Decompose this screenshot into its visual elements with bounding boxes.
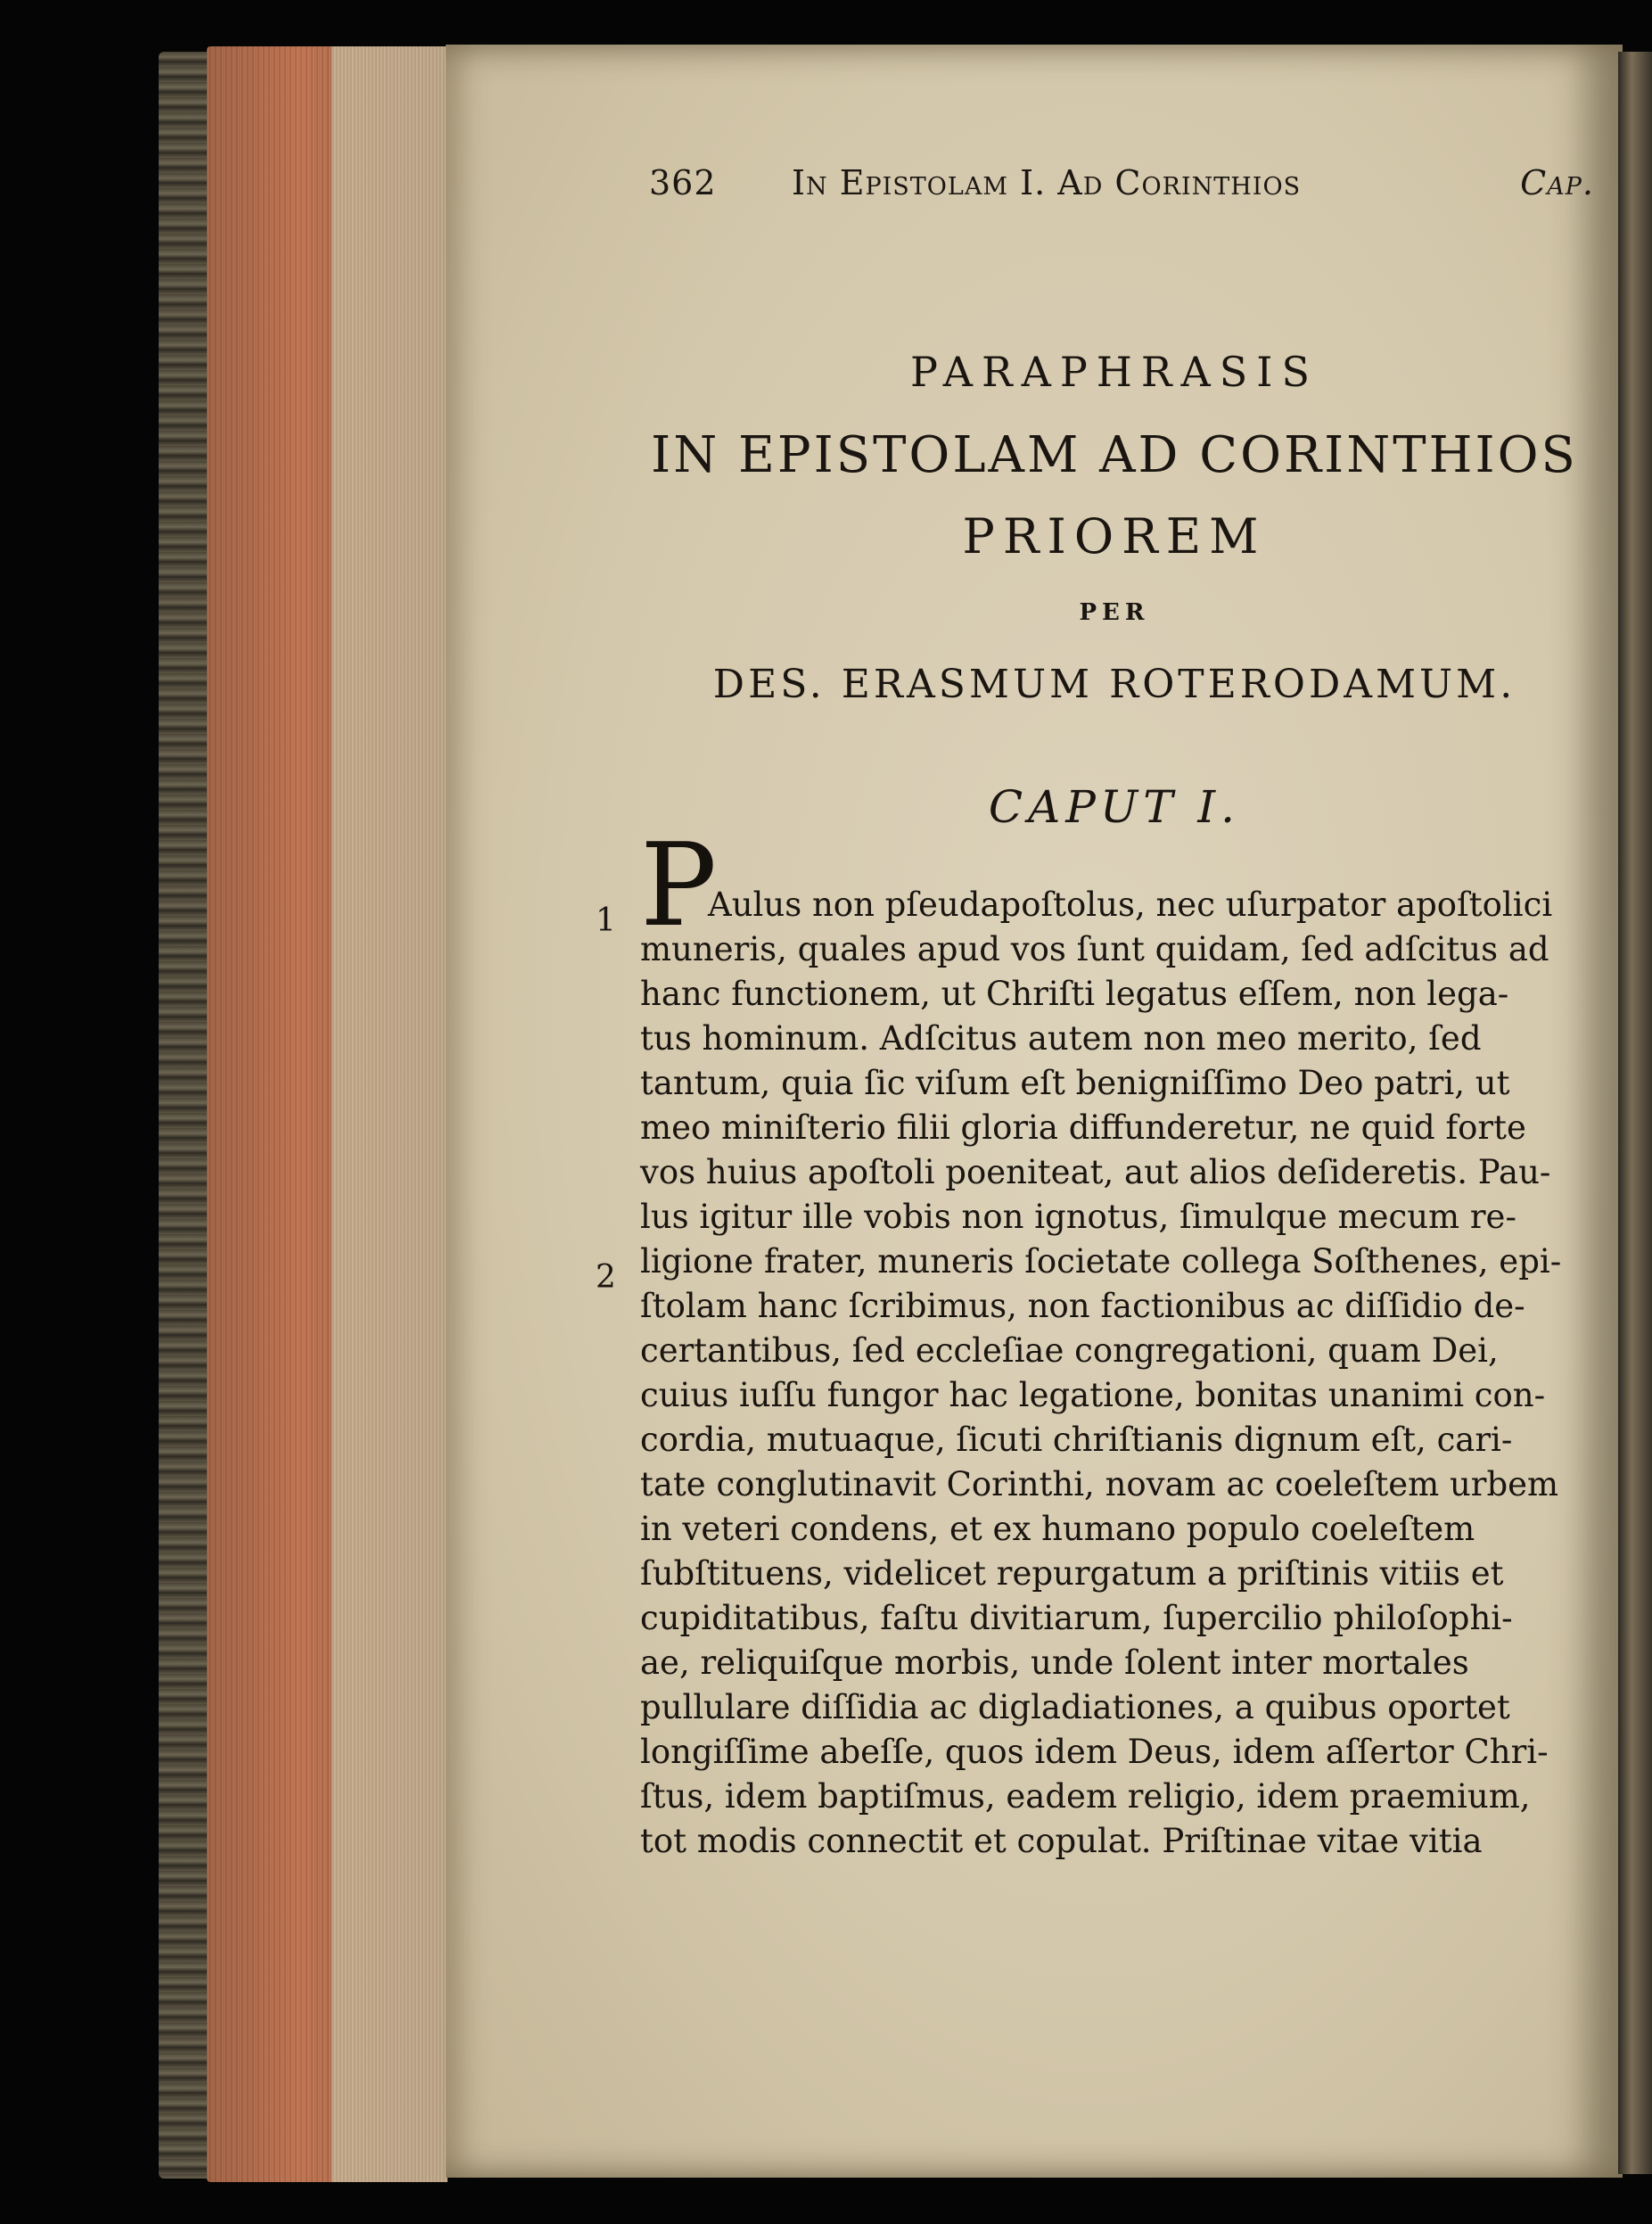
text-line: Aulus non pſeudapoſtolus, nec uſurpator apoſtolici (708, 885, 1553, 924)
book-gutter (1618, 52, 1652, 2174)
chapter-abbrev: Cap. (1520, 163, 1594, 202)
chapter-heading: CAPUT I. (988, 781, 1241, 833)
text-line: lus igitur ille vobis non ignotus, ſimulque mecum re- (640, 1198, 1516, 1236)
text-line: tus hominum. Adſcitus autem non meo merito, ſed (640, 1019, 1482, 1058)
text-line: vos huius apoſtoli poeniteat, aut alios deſideretis. Pau- (640, 1153, 1551, 1191)
text-line: cuius iuſſu fungor hac legatione, bonitas unanimi con- (640, 1376, 1546, 1414)
text-line: pullulare diſſidia ac digladiationes, a quibus oportet (640, 1688, 1510, 1726)
title-line-3: PRIOREM (962, 508, 1267, 564)
text-line: meo miniſterio filii gloria diffunderetur, ne quid forte (640, 1108, 1526, 1147)
text-line: hanc functionem, ut Chriſti legatus eſſem, non lega- (640, 975, 1509, 1013)
text-line: tot modis connectit et copulat. Priſtinae vitae vitia (640, 1822, 1483, 1860)
text-line: in veteri condens, et ex humano populo coeleſtem (640, 1510, 1475, 1548)
title-line-4: PER (1079, 599, 1150, 626)
title-line-1: PARAPHRASIS (910, 348, 1319, 396)
text-line: longiſſime abeſſe, quos idem Deus, idem aſſertor Chri- (640, 1733, 1549, 1771)
text-line: certantibus, ſed eccleſiae congregationi, quam Dei, (640, 1331, 1499, 1370)
text-line: muneris, quales apud vos ſunt quidam, ſed adſcitus ad (640, 930, 1549, 968)
page-number: 362 (649, 163, 717, 202)
text-line: ligione frater, muneris ſocietate collega Soſthenes, epi- (640, 1242, 1562, 1281)
text-line: ſubſtituens, videlicet repurgatum a priſtinis vitiis et (640, 1554, 1504, 1593)
book-cover-edge (159, 52, 214, 2179)
text-line: ſtus, idem baptiſmus, eadem religio, idem praemium, (640, 1777, 1531, 1816)
text-line: ae, reliquiſque morbis, unde ſolent inter mortales (640, 1643, 1469, 1682)
author-line: DES. ERASMUM ROTERODAMUM. (712, 662, 1516, 707)
text-line: cupiditatibus, faſtu divitiarum, ſupercilio philoſophi- (640, 1599, 1513, 1637)
drop-cap: P (640, 820, 718, 952)
verse-number-2: 2 (596, 1259, 616, 1296)
running-head (649, 163, 1621, 217)
running-title: In Epistolam I. Ad Corinthios (792, 163, 1302, 202)
text-line: tate conglutinavit Corinthi, novam ac coeleſtem urbem (640, 1465, 1559, 1503)
title-line-2: IN EPISTOLAM AD CORINTHIOS (651, 426, 1578, 484)
verse-number-1: 1 (596, 902, 616, 939)
text-line: tantum, quia ſic viſum eſt benigniſſimo Deo patri, ut (640, 1064, 1510, 1102)
text-line: ſtolam hanc ſcribimus, non factionibus ac diſſidio de- (640, 1287, 1525, 1325)
page-block-edges (207, 46, 448, 2182)
text-line: cordia, mutuaque, ſicuti chriſtianis dignum eſt, cari- (640, 1421, 1513, 1459)
